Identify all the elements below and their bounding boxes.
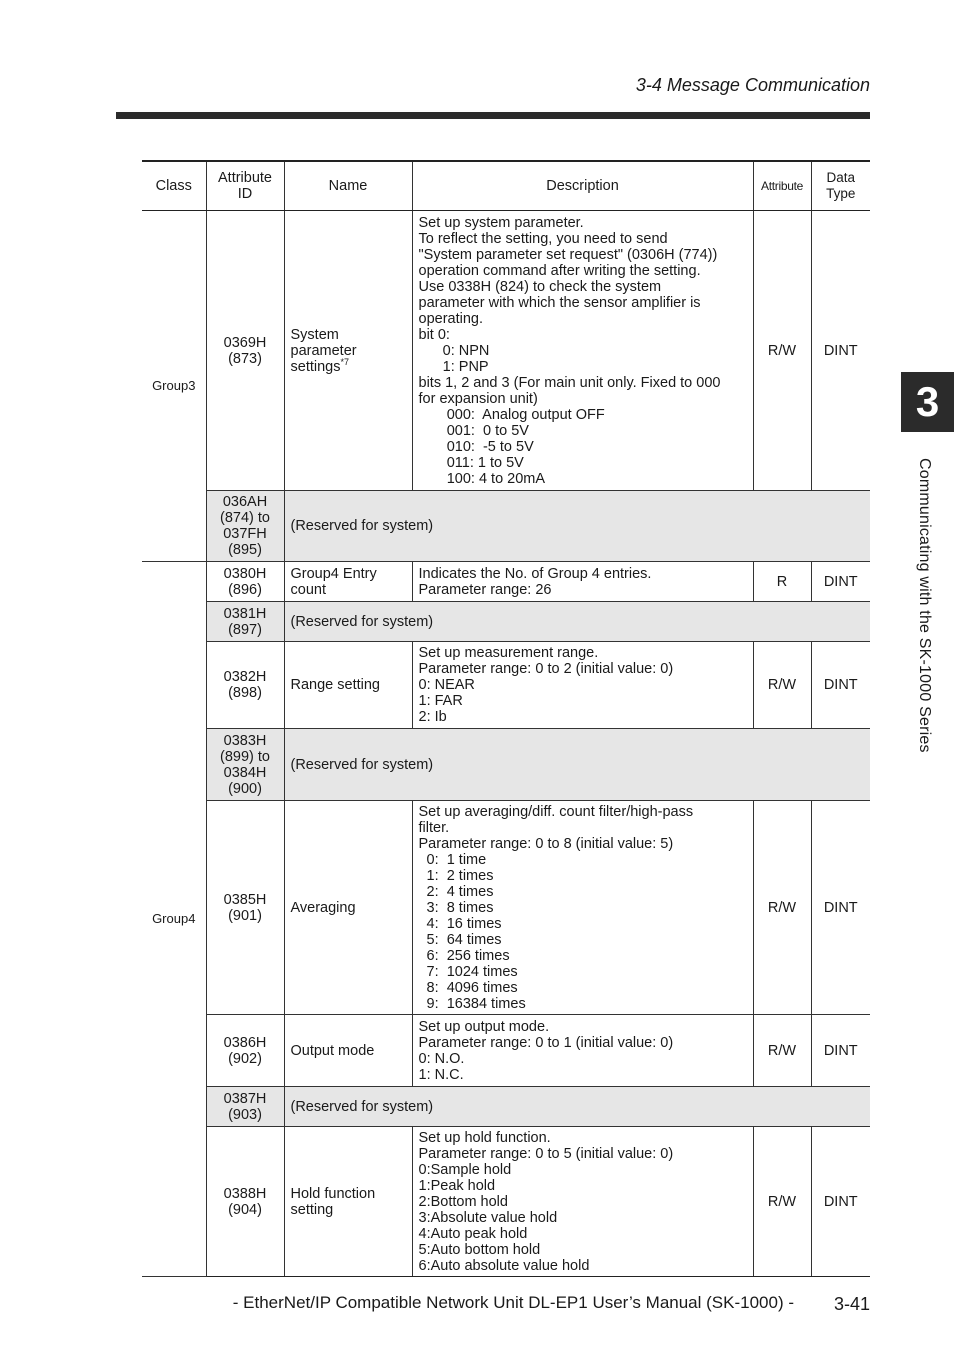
attribute-access: R/W	[753, 801, 811, 1015]
attribute-description: Indicates the No. of Group 4 entries. Parameter range: 26	[412, 562, 753, 602]
attribute-description: Set up system parameter. To reflect the setting, you need to send "System parameter set request" (0306H (774)) operation command after writing the setting. Use 0338H (824) to check the system parameter with which the sensor amplifier is operating. bit 0: 0: NPN 1: PNP bits 1, 2 and 3 (For main unit only. Fixed to 000 for expansion unit) 000: Analog output OFF 001: 0 to 5V 010: -5 to 5V 011: 1 to 5V 100: 4 to 20mA	[412, 211, 753, 491]
reserved-label: (Reserved for system)	[284, 491, 870, 562]
attribute-id: 036AH (874) to 037FH (895)	[206, 491, 284, 562]
table-row	[142, 1015, 870, 1087]
attribute-access: R/W	[753, 1015, 811, 1087]
attribute-name-text: System parameter settings	[290, 326, 357, 375]
attribute-id: 0388H (904)	[206, 1127, 284, 1277]
attribute-id: 0380H (896)	[206, 562, 284, 602]
table-row	[142, 562, 870, 602]
attribute-access: R/W	[753, 1127, 811, 1277]
class-group4: Group4	[142, 562, 206, 1277]
attribute-description: Set up output mode. Parameter range: 0 to 1 (initial value: 0) 0: N.O. 1: N.C.	[412, 1015, 753, 1087]
attribute-description: Set up hold function. Parameter range: 0 to 5 (initial value: 0) 0:Sample hold 1:Peak hold 2:Bottom hold 3:Absolute value hold 4:Auto peak hold 5:Auto bottom hold 6:Auto absolute value hold	[412, 1127, 753, 1277]
attribute-name: Averaging	[284, 801, 412, 1015]
attribute-name: Hold function setting	[284, 1127, 412, 1277]
section-title: 3-4 Message Communication	[635, 75, 870, 95]
attribute-access: R/W	[753, 642, 811, 729]
page-number: 3-41	[833, 1294, 870, 1314]
attribute-id: 0381H (897)	[206, 602, 284, 642]
header-attribute-id: Attribute ID	[206, 161, 284, 211]
header-name: Name	[284, 161, 412, 211]
data-type: DINT	[811, 642, 870, 729]
table-row-reserved	[142, 1087, 870, 1127]
attribute-id: 0386H (902)	[206, 1015, 284, 1087]
data-type: DINT	[811, 801, 870, 1015]
reserved-label: (Reserved for system)	[284, 602, 870, 642]
table-header-row	[142, 161, 870, 211]
attribute-id: 0387H (903)	[206, 1087, 284, 1127]
header-description: Description	[412, 161, 753, 211]
attribute-description: Set up averaging/diff. count filter/high-pass filter. Parameter range: 0 to 8 (initial value: 5) 0: 1 time 1: 2 times 2: 4 times 3: 8 times 4: 16 times 5: 64 times 6: 256 times 7: 1024 times 8: 4096 times 9: 16384 times	[412, 801, 753, 1015]
table-row-reserved	[142, 729, 870, 801]
attribute-id: 0382H (898)	[206, 642, 284, 729]
attribute-table	[142, 160, 870, 1277]
attribute-description: Set up measurement range. Parameter range: 0 to 2 (initial value: 0) 0: NEAR 1: FAR 2: Ib	[412, 642, 753, 729]
attribute-id: 0383H (899) to 0384H (900)	[206, 729, 284, 801]
header-data-type: Data Type	[811, 161, 870, 211]
table-row-reserved	[142, 602, 870, 642]
header-class: Class	[142, 161, 206, 211]
attribute-name: Group4 Entry count	[284, 562, 412, 602]
footer-manual-title: - EtherNet/IP Compatible Network Unit DL-EP1 User’s Manual (SK-1000) -	[232, 1293, 794, 1312]
data-type: DINT	[811, 562, 870, 602]
attribute-name: Range setting	[284, 642, 412, 729]
data-type: DINT	[811, 211, 870, 491]
attribute-name	[284, 211, 412, 491]
table-row	[142, 211, 870, 491]
attribute-access: R	[753, 562, 811, 602]
chapter-side-label: Communicating with the SK-1000 Series	[916, 458, 933, 753]
chapter-tab: 3	[901, 372, 954, 432]
attribute-access: R/W	[753, 211, 811, 491]
attribute-name: Output mode	[284, 1015, 412, 1087]
attribute-id: 0369H (873)	[206, 211, 284, 491]
table-row	[142, 801, 870, 1015]
class-group3: Group3	[142, 211, 206, 562]
table-row	[142, 1127, 870, 1277]
data-type: DINT	[811, 1127, 870, 1277]
header-rule	[116, 112, 870, 119]
header-attribute: Attribute	[753, 161, 811, 211]
reserved-label: (Reserved for system)	[284, 729, 870, 801]
table-row-reserved	[142, 491, 870, 562]
footnote-ref: *7	[340, 356, 349, 367]
data-type: DINT	[811, 1015, 870, 1087]
table-row	[142, 642, 870, 729]
reserved-label: (Reserved for system)	[284, 1087, 870, 1127]
attribute-id: 0385H (901)	[206, 801, 284, 1015]
